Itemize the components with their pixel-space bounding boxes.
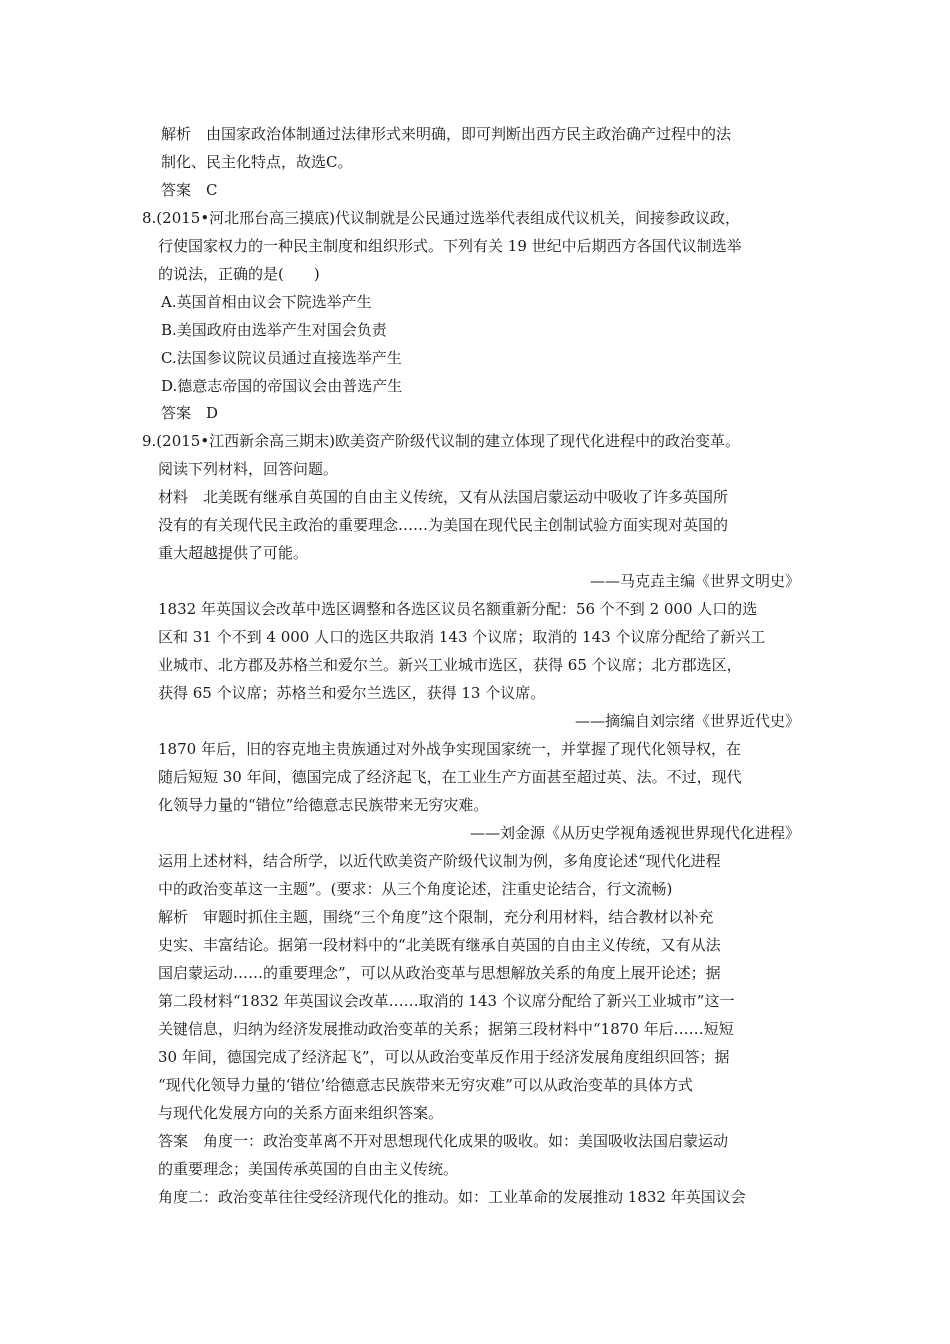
q9-analysis-line-6: 30 年间，德国完成了经济起飞”，可以从政治变革反作用于经济发展角度组织回答；据: [158, 1048, 730, 1066]
q9-task-line-1: 运用上述材料，结合所学，以近代欧美资产阶级代议制为例，多角度论述“现代化进程: [158, 852, 721, 870]
q9-task-line-2: 中的政治变革这一主题”。(要求：从三个角度论述，注重史论结合，行文流畅): [158, 880, 673, 898]
q9-stem-line-2: 阅读下列材料，回答问题。: [158, 460, 339, 478]
q9-material-2-line-1: 1832 年英国议会改革中选区调整和各选区议员名额重新分配：56 个不到 2 000 人口的选: [158, 600, 758, 618]
q9-analysis-line-3: 国启蒙运动……的重要理念”，可以从政治变革与思想解放关系的角度上展开论述；据: [158, 964, 721, 982]
q9-answer-line-3: 角度二：政治变革往往受经济现代化的推动。如：工业革命的发展推动 1832 年英国议会: [158, 1188, 746, 1206]
q9-answer-line-1: 答案 角度一：政治变革离不开对思想现代化成果的吸收。如：美国吸收法国启蒙运动: [158, 1132, 729, 1150]
q9-analysis-line-2: 史实、丰富结论。据第一段材料中的“北美既有继承自英国的自由主义传统，又有从法: [158, 936, 721, 954]
q8-answer: 答案 D: [161, 404, 219, 422]
q8-option-a: A.英国首相由议会下院选举产生: [161, 293, 372, 311]
q8-option-c: C.法国参议院议员通过直接选举产生: [161, 349, 402, 367]
q8-stem-line-2: 行使国家权力的一种民主制度和组织形式。下列有关 19 世纪中后期西方各国代议制选举: [158, 237, 742, 255]
q9-material-3-line-3: 化领导力量的“错位”给德意志民族带来无穷灾难。: [158, 796, 489, 814]
q9-material-3-line-2: 随后短短 30 年间，德国完成了经济起飞，在工业生产方面甚至超过英、法。不过，现代: [158, 768, 742, 786]
q9-analysis-line-5: 关键信息，归纳为经济发展推动政治变革的关系；据第三段材料中“1870 年后……短短: [158, 1020, 734, 1038]
q7-answer: 答案 C: [161, 181, 218, 199]
q9-material-1-line-1: 材料 北美既有继承自英国的自由主义传统，又有从法国启蒙运动中吸收了许多英国所: [158, 488, 729, 506]
q8-option-b: B.美国政府由选举产生对国会负责: [161, 321, 387, 339]
q9-material-1-line-3: 重大超越提供了可能。: [158, 544, 309, 562]
q8-option-d: D.德意志帝国的帝国议会由普选产生: [161, 377, 403, 395]
q8-stem-line-1: 8.(2015•河北邢台高三摸底)代议制就是公民通过选举代表组成代议机关，间接参政议政，: [142, 209, 741, 227]
q9-material-1-line-2: 没有的有关现代民主政治的重要理念……为美国在现代民主创制试验方面实现对英国的: [158, 516, 729, 534]
q9-analysis-line-7: “现代化领导力量的‘错位’给德意志民族带来无穷灾难”可以从政治变革的具体方式: [158, 1076, 693, 1094]
q7-analysis-line-1: 解析 由国家政治体制通过法律形式来明确，即可判断出西方民主政治确产过程中的法: [161, 125, 732, 143]
q9-answer-line-2: 的重要理念；美国传承英国的自由主义传统。: [158, 1160, 459, 1178]
q9-material-3-line-1: 1870 年后，旧的容克地主贵族通过对外战争实现国家统一，并掌握了现代化领导权，在: [158, 740, 741, 758]
q8-stem-line-3: 的说法，正确的是( ): [158, 265, 320, 283]
q9-material-1-source: ——马克垚主编《世界文明史》: [589, 572, 800, 590]
q9-material-2-line-2: 区和 31 个不到 4 000 人口的选区共取消 143 个议席；取消的 143 个议席分配给了新兴工: [158, 628, 766, 646]
q9-analysis-line-4: 第二段材料“1832 年英国议会改革……取消的 143 个议席分配给了新兴工业城市”这一: [158, 992, 735, 1010]
q9-analysis-line-1: 解析 审题时抓住主题，围绕“三个角度”这个限制，充分利用材料，结合教材以补充: [158, 908, 714, 926]
q9-stem-line-1: 9.(2015•江西新余高三期末)欧美资产阶级代议制的建立体现了现代化进程中的政治变革。: [142, 432, 741, 450]
q9-material-3-source: ——刘金源《从历史学视角透视世界现代化进程》: [469, 824, 800, 842]
q9-material-2-line-4: 获得 65 个议席；苏格兰和爱尔兰选区，获得 13 个议席。: [158, 684, 546, 702]
q9-material-2-source: ——摘编自刘宗绪《世界近代史》: [574, 712, 800, 730]
q7-analysis-line-2: 制化、民主化特点，故选C。: [161, 153, 353, 171]
q9-material-2-line-3: 业城市、北方郡及苏格兰和爱尔兰。新兴工业城市选区，获得 65 个议席；北方郡选区，: [158, 656, 742, 674]
q9-analysis-line-8: 与现代化发展方向的关系方面来组织答案。: [158, 1104, 444, 1122]
